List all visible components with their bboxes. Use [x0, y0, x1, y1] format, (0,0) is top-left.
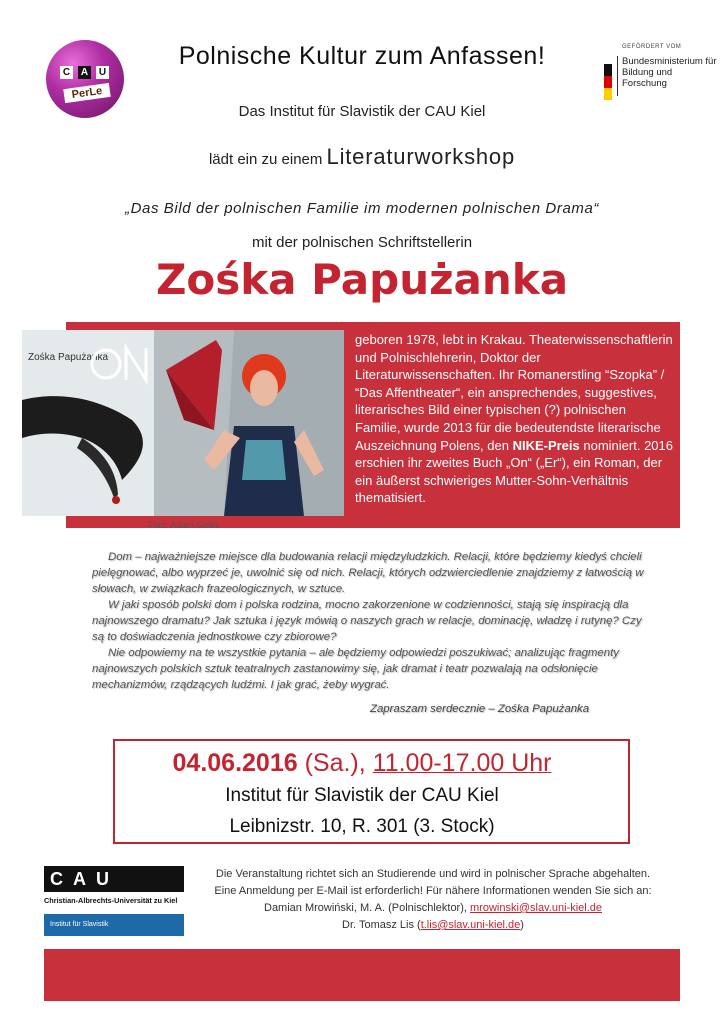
- contact-2-name: Dr. Tomasz Lis (: [342, 919, 421, 931]
- perle-letter-u: U: [96, 66, 109, 79]
- perle-letter-c: C: [60, 66, 73, 79]
- bio-text-part1: geboren 1978, lebt in Krakau. Theaterwissenschaftlerin und Polnischlehrerin, Doktor der Literaturwissenschaften. Ihr Romanerstling “Szopka” / “Das Affentheater“, ein ansprechendes, suggestives, literarisches Bild einer typischen (?) polnischen Familie, wurde 2013 für die bedeutendste literarische Auszeichnung Polens, den: [355, 332, 673, 453]
- book-cover-title-graphic: [90, 334, 152, 394]
- author-photo: [154, 330, 344, 516]
- event-place: Institut für Slavistik der CAU Kiel: [225, 785, 499, 806]
- perle-word: PerLe: [63, 83, 111, 103]
- contact-1-email-link[interactable]: mrowinski@slav.uni-kiel.de: [470, 902, 602, 914]
- bmbf-kicker: GEFÖRDERT VOM: [622, 44, 682, 50]
- nike-prize: NIKE-Preis: [512, 437, 580, 453]
- event-date-line: [0, 749, 724, 778]
- workshop-title: „Das Bild der polnischen Familie im modernen polnischen Drama“: [124, 200, 600, 217]
- contact-1-name: Damian Mrowiński, M. A. (Polnischlektor),: [264, 902, 470, 914]
- institute-line: Das Institut für Slavistik der CAU Kiel: [238, 103, 486, 120]
- invite-event: Literaturworkshop: [326, 144, 516, 169]
- contact-1: [178, 900, 688, 917]
- bmbf-name: Bundesministerium für Bildung und Forschung: [622, 56, 717, 89]
- quote-paragraph-1: Dom – najważniejsze miejsce dla budowania relacji międzyludzkich. Relacji, które będziemy kiedyś chcieli pielęgnować, albo wyprzeć je, uwolnić się od nich. Relacji, których odzwierciedlenie znajdziemy z łatwością w słowach, w związkach frazeologicznych, w sztuce.: [92, 551, 644, 595]
- notice-line-1: Die Veranstaltung richtet sich an Studierende und wird in polnischer Sprache abgehalten.: [215, 868, 651, 880]
- quote-paragraph-2: W jaki sposób polski dom i polska rodzina, mocno zakorzenione w codzienności, stają się inspiracją dla najnowszego dramatu? Jak sztuka i język mówią o naszych grach w relacje, dominację, władzę i rutynę? Czy są to doświadczenia jednostkowe czy zbiorowe?: [92, 599, 642, 643]
- notice-line-2: Eine Anmeldung per E-Mail ist erforderlich! Für nähere Informationen wenden Sie sich an:: [214, 885, 652, 897]
- event-time: 11.00-17.00 Uhr: [372, 749, 552, 777]
- with-line: mit der polnischen Schriftstellerin: [251, 234, 473, 251]
- contact-2: [178, 917, 688, 934]
- contact-2-email-link[interactable]: t.lis@slav.uni-kiel.de: [420, 919, 521, 931]
- notice: [178, 866, 688, 934]
- event-date: 04.06.2016: [172, 749, 298, 777]
- event-day: (Sa.),: [297, 749, 373, 777]
- perle-letter-a: A: [78, 66, 91, 79]
- cau-university-name: Christian-Albrechts-Universität zu Kiel: [44, 896, 178, 905]
- polish-quote: [92, 549, 652, 693]
- cau-institute-name: Institut für Slavistik: [44, 914, 184, 936]
- headline: Polnische Kultur zum Anfassen!: [178, 42, 546, 70]
- cau-logo: [44, 866, 184, 936]
- book-cover: [22, 330, 154, 516]
- quote-paragraph-3: Nie odpowiemy na te wszystkie pytania – ale będziemy odpowiedzi poszukiwać; analizując fragmenty najnowszych polskich sztuk teatralnych zastanowimy się, jak dramat i teatr pozwalają na odsłonięcie mechanizmów, rządzących ludźmi. I jak grać, żeby wygrać.: [92, 647, 619, 691]
- bio-text: [355, 331, 675, 507]
- author-name: Zośka Papużanka: [155, 255, 569, 304]
- contact-2-close: ): [520, 919, 524, 931]
- quote-signature: Zapraszam serdecznie – Zośka Papużanka: [370, 703, 590, 715]
- invite-prefix: lädt ein zu einem: [208, 151, 323, 168]
- invite-line: [0, 144, 724, 170]
- photo-caption: Foto: Adam Golec: [148, 520, 221, 530]
- footer-bar: [44, 949, 680, 1001]
- event-address: Leibnizstr. 10, R. 301 (3. Stock): [229, 816, 495, 837]
- author-portrait-graphic: [154, 330, 344, 516]
- cau-letters: CAU: [44, 866, 184, 892]
- jester-hat-graphic: [22, 390, 154, 516]
- book-cover-author: Zośka Papużanka: [28, 352, 109, 363]
- bio-text-part2: nominiert. 2016 erschien ihr zweites Buch „On“ („Er“), ein Roman, der ein äußerst schwieriges Mutter-Sohn-Verhältnis thematisiert.: [355, 437, 673, 506]
